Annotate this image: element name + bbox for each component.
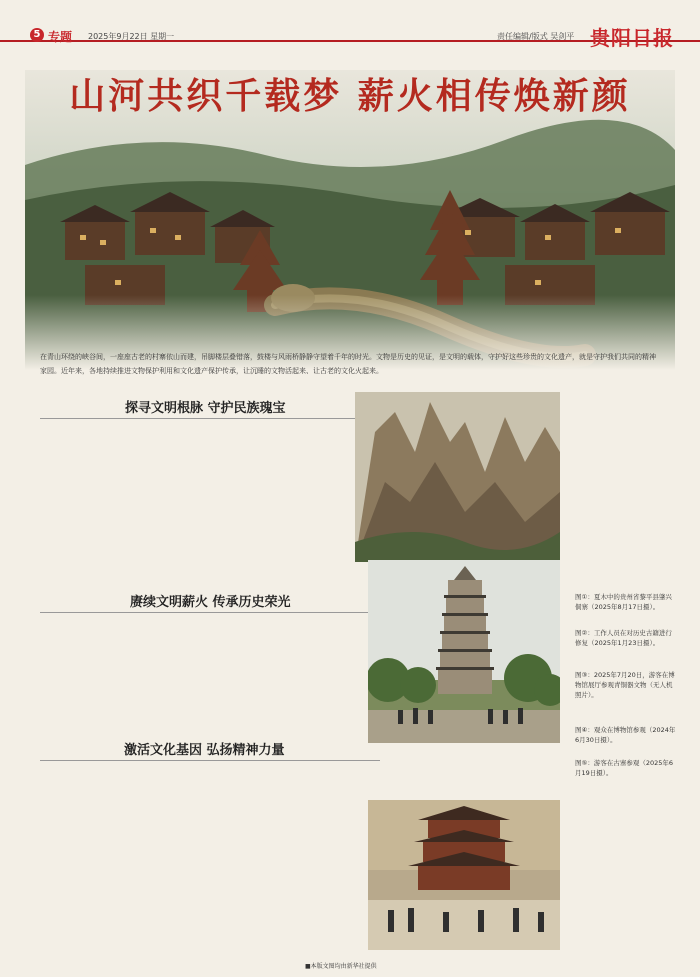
photo-caption: 图⑤：游客在古寨参观（2025年6月19日摄）。 <box>575 759 674 777</box>
photo-caption: 图②：工作人员在对历史古籍进行修复（2025年1月23日摄）。 <box>575 629 672 647</box>
body-column <box>40 424 143 584</box>
body-column <box>256 424 359 584</box>
body-column <box>40 618 143 718</box>
divider <box>40 612 370 613</box>
body-column <box>148 766 251 956</box>
body-column <box>256 766 359 956</box>
body-column <box>256 618 359 718</box>
body-column <box>148 618 251 718</box>
body-column <box>148 424 251 584</box>
section-name: 专题 <box>48 30 73 44</box>
issue-date: 2025年9月22日 星期一 <box>88 32 175 41</box>
editor-line: 责任编辑/版式 吴剑平 <box>497 32 575 41</box>
newspaper-logo: 贵阳日报 <box>590 26 674 50</box>
masthead-bar <box>0 0 700 50</box>
photo-caption: 图③：2025年7月20日，游客在博物馆展厅参观青铜器文物（无人机照片）。 <box>575 671 675 699</box>
lead-paragraph: 在青山环绕的峡谷间，一座座古老的村寨依山而建，吊脚楼层叠错落，鼓楼与风雨桥静静守望着千年的时光。文物是历史的见证，是文明的载体，守护好这些珍贵的文化遗产，就是守护我们共同的精神家园。近年来，各地持续推进文物保护利用和文化遗产保护传承，让沉睡的文物活起来、让古老的文化火起来。 <box>40 353 656 375</box>
photo-caption: 图④：观众在博物馆参观（2024年6月30日摄）。 <box>575 726 676 744</box>
page-headline: 山河共织千载梦 薪火相传焕新颜 <box>69 75 631 117</box>
section-heading: 赓续文明薪火 传承历史荣光 <box>130 595 291 610</box>
page-number-badge: 5 <box>30 28 44 42</box>
divider <box>40 418 380 419</box>
body-column <box>40 766 143 956</box>
section-heading: 激活文化基因 弘扬精神力量 <box>124 743 285 758</box>
section-heading: 探寻文明根脉 守护民族瑰宝 <box>125 401 286 416</box>
photo-karst-mountains <box>355 392 560 562</box>
photo-cave-temple <box>368 800 560 950</box>
photo-ancient-pagoda <box>368 560 560 743</box>
photo-caption: 图①：夏木中的贵州省黎平县肇兴侗寨（2025年8月17日摄）。 <box>575 593 672 611</box>
footer-credit: ■本版文图均由新华社提供 <box>305 963 377 970</box>
divider <box>40 760 380 761</box>
